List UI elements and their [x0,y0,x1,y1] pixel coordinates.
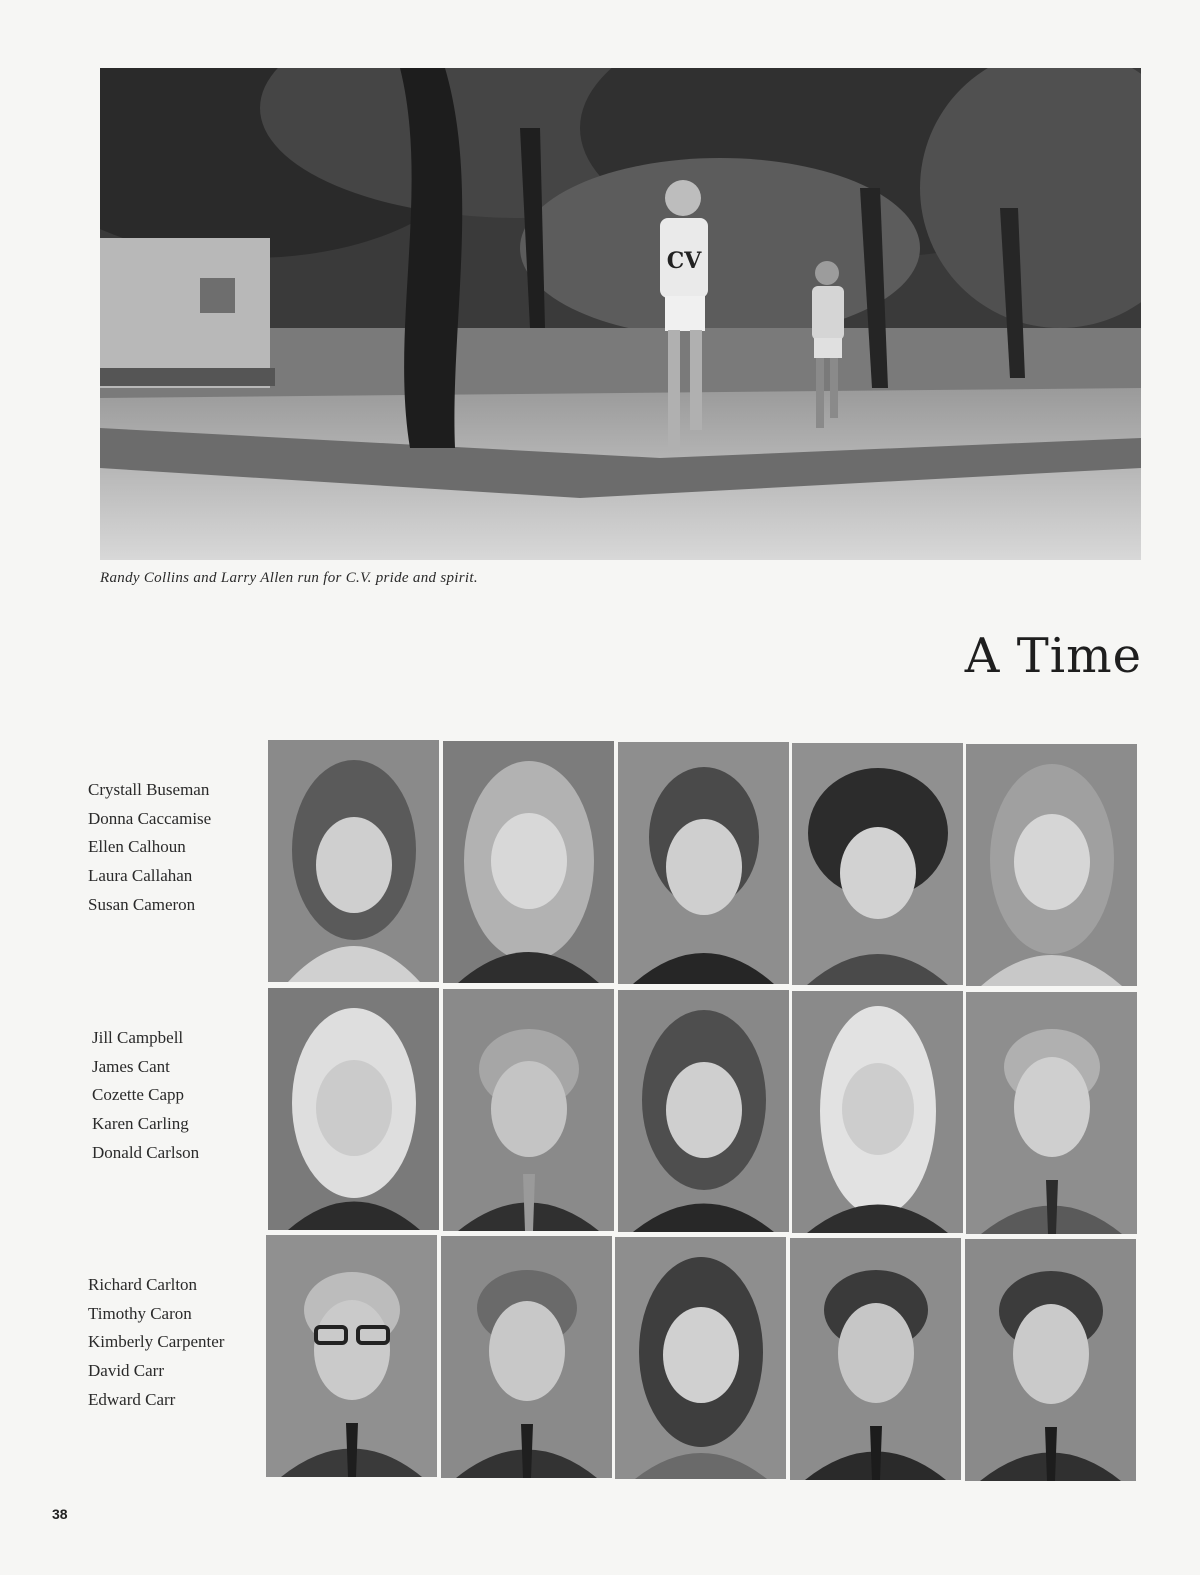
portrait-photo [266,1235,437,1477]
student-name: Crystall Buseman [88,780,210,799]
student-name: Karen Carling [92,1114,189,1134]
student-name: Timothy Caron [88,1303,192,1323]
student-name: James Cant [92,1056,170,1076]
name-list-row-1 [88,776,211,920]
student-name: Donald Carlson [92,1142,200,1162]
student-name: Kimberly Carpenter [88,1332,225,1352]
portrait-photo [268,740,439,982]
portrait-photo [618,742,789,984]
portrait-photo [792,991,963,1233]
portrait-photo [268,988,439,1230]
student-name: Ellen Calhoun [88,837,186,857]
portrait-photo [618,990,789,1232]
student-name: David Carr [88,1361,165,1381]
portrait-photo [443,989,614,1231]
student-name: Edward Carr [88,1389,176,1409]
portrait-photo [966,744,1137,986]
hero-photo [100,68,1141,560]
page-number: 38 [52,1506,68,1522]
portrait-photo [790,1238,961,1480]
name-list-row-3 [88,1271,224,1415]
portrait-photo [965,1239,1136,1481]
photo-caption: Randy Collins and Larry Allen run for C.V. pride and spirit. [100,570,478,586]
portrait-photo [615,1237,786,1479]
section-title: A Time [964,628,1142,684]
student-name: Laura Callahan [88,866,193,886]
student-name: Donna Caccamise [88,808,212,828]
student-name: Jill Campbell [92,1028,184,1047]
name-list-row-2 [92,1024,199,1168]
student-name: Richard Carlton [88,1275,198,1294]
portrait-photo [792,743,963,985]
portrait-photo [966,992,1137,1234]
portrait-photo [441,1236,612,1478]
jersey-lettering: CV [666,248,702,274]
student-name: Susan Cameron [88,894,196,914]
runners-photo-illustration [100,68,1141,560]
portrait-photo [443,741,614,983]
student-name: Cozette Capp [92,1085,185,1105]
